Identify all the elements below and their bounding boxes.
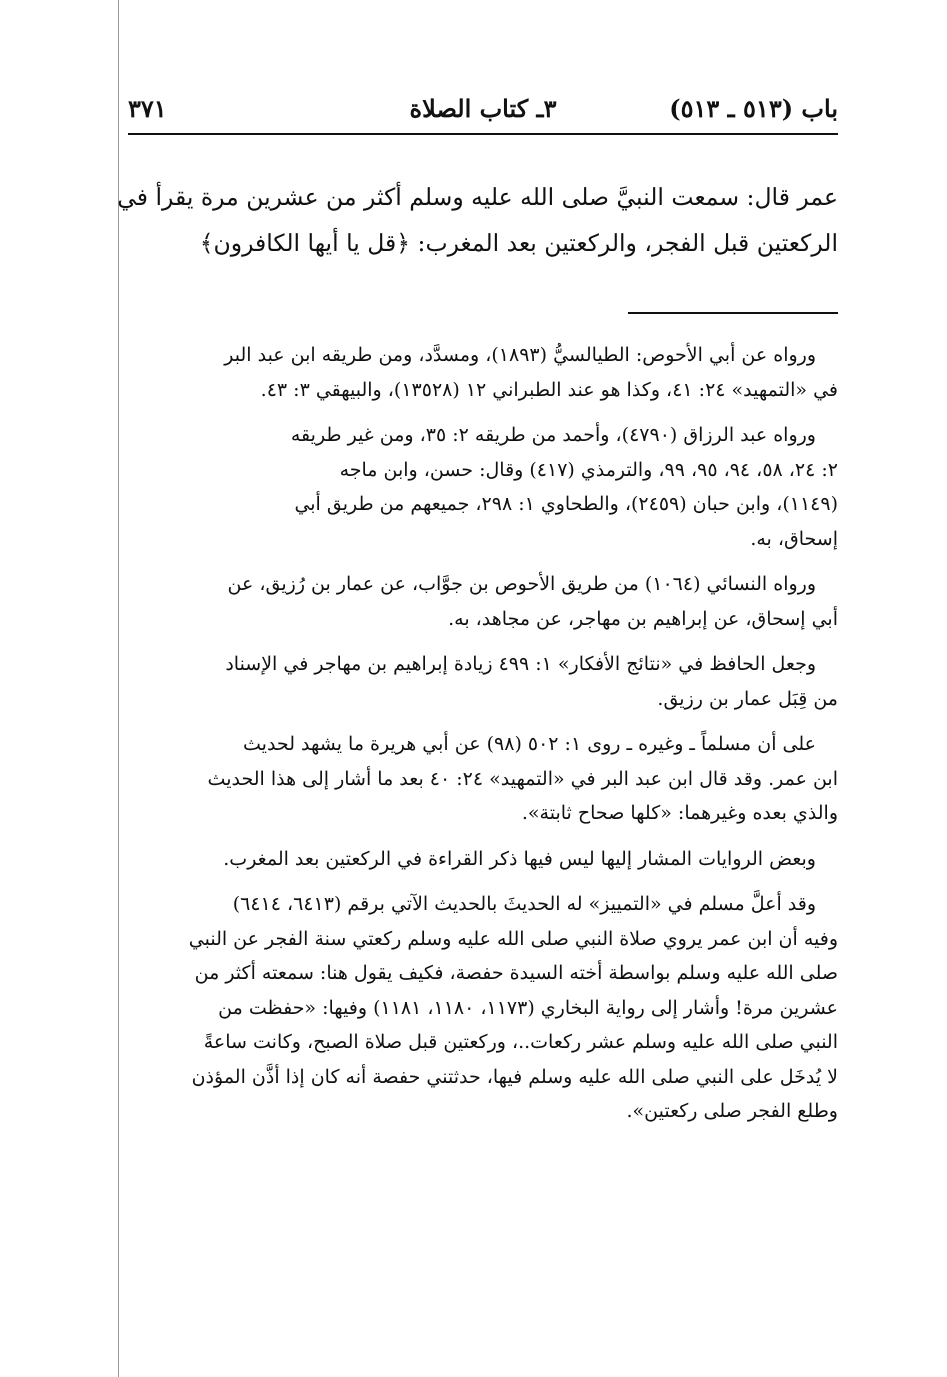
- footnote-separator: [628, 312, 838, 314]
- footnote-line: عشرين مرة! وأشار إلى رواية البخاري (١١٧٣، ١١٨٠، ١١٨١) وفيها: «حفظت من: [218, 996, 838, 1019]
- footnote-paragraph: [128, 727, 838, 831]
- footnote-line: ورواه عن أبي الأحوص: الطيالسيُّ (١٨٩٣)، ومسدَّد، ومن طريقه ابن عبد البر: [224, 344, 816, 366]
- footnote-line: ورواه النسائي (١٠٦٤) من طريق الأحوص بن جوَّاب، عن عمار بن رُزيق، عن: [227, 573, 816, 595]
- footnote-line: إسحاق، به.: [750, 527, 838, 550]
- footnote-paragraph: [128, 338, 838, 407]
- footnote-paragraph: [128, 887, 838, 1129]
- footnote-line: وفيه أن ابن عمر يروي صلاة النبي صلى الله عليه وسلم ركعتي سنة الفجر عن النبي: [188, 927, 838, 950]
- book-title: ٣ـ كتاب الصلاة: [409, 94, 557, 123]
- page-number: ٣٧١: [128, 94, 167, 123]
- footnote-line: ورواه عبد الرزاق (٤٧٩٠)، وأحمد من طريقه ٢: ٣٥، ومن غير طريقه: [290, 424, 816, 446]
- chapter-heading: باب (٥١٣ ـ ٥١٣): [669, 94, 838, 123]
- footnote-paragraph: [128, 647, 838, 716]
- footnote-paragraph: [128, 842, 838, 877]
- footnote-line: ابن عمر. وقد قال ابن عبد البر في «التمهيد» ٢٤: ٤٠ بعد ما أشار إلى هذا الحديث: [207, 767, 838, 790]
- footnote-line: والذي بعده وغيرهما: «كلها صحاح ثابتة».: [521, 802, 838, 824]
- footnote-line: صلى الله عليه وسلم بواسطة أخته السيدة حفصة، فكيف يقول هنا: سمعته أكثر من: [194, 962, 838, 984]
- footnote-line: وبعض الروايات المشار إليها ليس فيها ذكر القراءة في الركعتين بعد المغرب.: [223, 847, 816, 870]
- footnote-line: من قِبَل عمار بن رزيق.: [657, 687, 838, 710]
- main-text-line: الركعتين قبل الفجر، والركعتين بعد المغرب: ﴿قل يا أيها الكافرون﴾: [199, 229, 838, 257]
- footnote-line: ٢: ٢٤، ٥٨، ٩٤، ٩٥، ٩٩، والترمذي (٤١٧) وقال: حسن، وابن ماجه: [339, 458, 838, 481]
- footnote-paragraph: [128, 567, 838, 636]
- footnote-paragraph: [128, 418, 838, 556]
- footnote-line: وطلع الفجر صلى ركعتين».: [626, 1100, 838, 1122]
- main-text-line: عمر قال: سمعت النبيَّ صلى الله عليه وسلم أكثر من عشرين مرة يقرأ في: [117, 183, 838, 211]
- footnote-line: لا يُدخَل على النبي صلى الله عليه وسلم فيها، حدثتني حفصة أنه كان إذا أذَّن المؤذن: [191, 1065, 838, 1088]
- footnote-line: النبي صلى الله عليه وسلم عشر ركعات..، وركعتين قبل صلاة الصبح، وكانت ساعةً: [203, 1031, 838, 1053]
- header-rule: [128, 133, 838, 135]
- page-header: [128, 94, 838, 134]
- footnote-line: على أن مسلماً ـ وغيره ـ روى ١: ٥٠٢ (٩٨) عن أبي هريرة ما يشهد لحديث: [243, 733, 816, 755]
- footnote-line: في «التمهيد» ٢٤: ٤١، وكذا هو عند الطبراني ١٢ (١٣٥٢٨)، والبيهقي ٣: ٤٣.: [260, 378, 838, 401]
- main-text: [117, 174, 838, 266]
- footnote-line: وجعل الحافظ في «نتائج الأفكار» ١: ٤٩٩ زيادة إبراهيم بن مهاجر في الإسناد: [225, 653, 816, 675]
- footnote-line: وقد أعلَّ مسلم في «التمييز» له الحديثَ بالحديث الآتي برقم (٦٤١٣، ٦٤١٤): [232, 893, 816, 915]
- footnote-line: (١١٤٩)، وابن حبان (٢٤٥٩)، والطحاوي ١: ٢٩٨، جميعهم من طريق أبي: [294, 493, 838, 515]
- footnote-line: أبي إسحاق، عن إبراهيم بن مهاجر، عن مجاهد، به.: [448, 607, 838, 630]
- footnotes: [128, 338, 838, 1140]
